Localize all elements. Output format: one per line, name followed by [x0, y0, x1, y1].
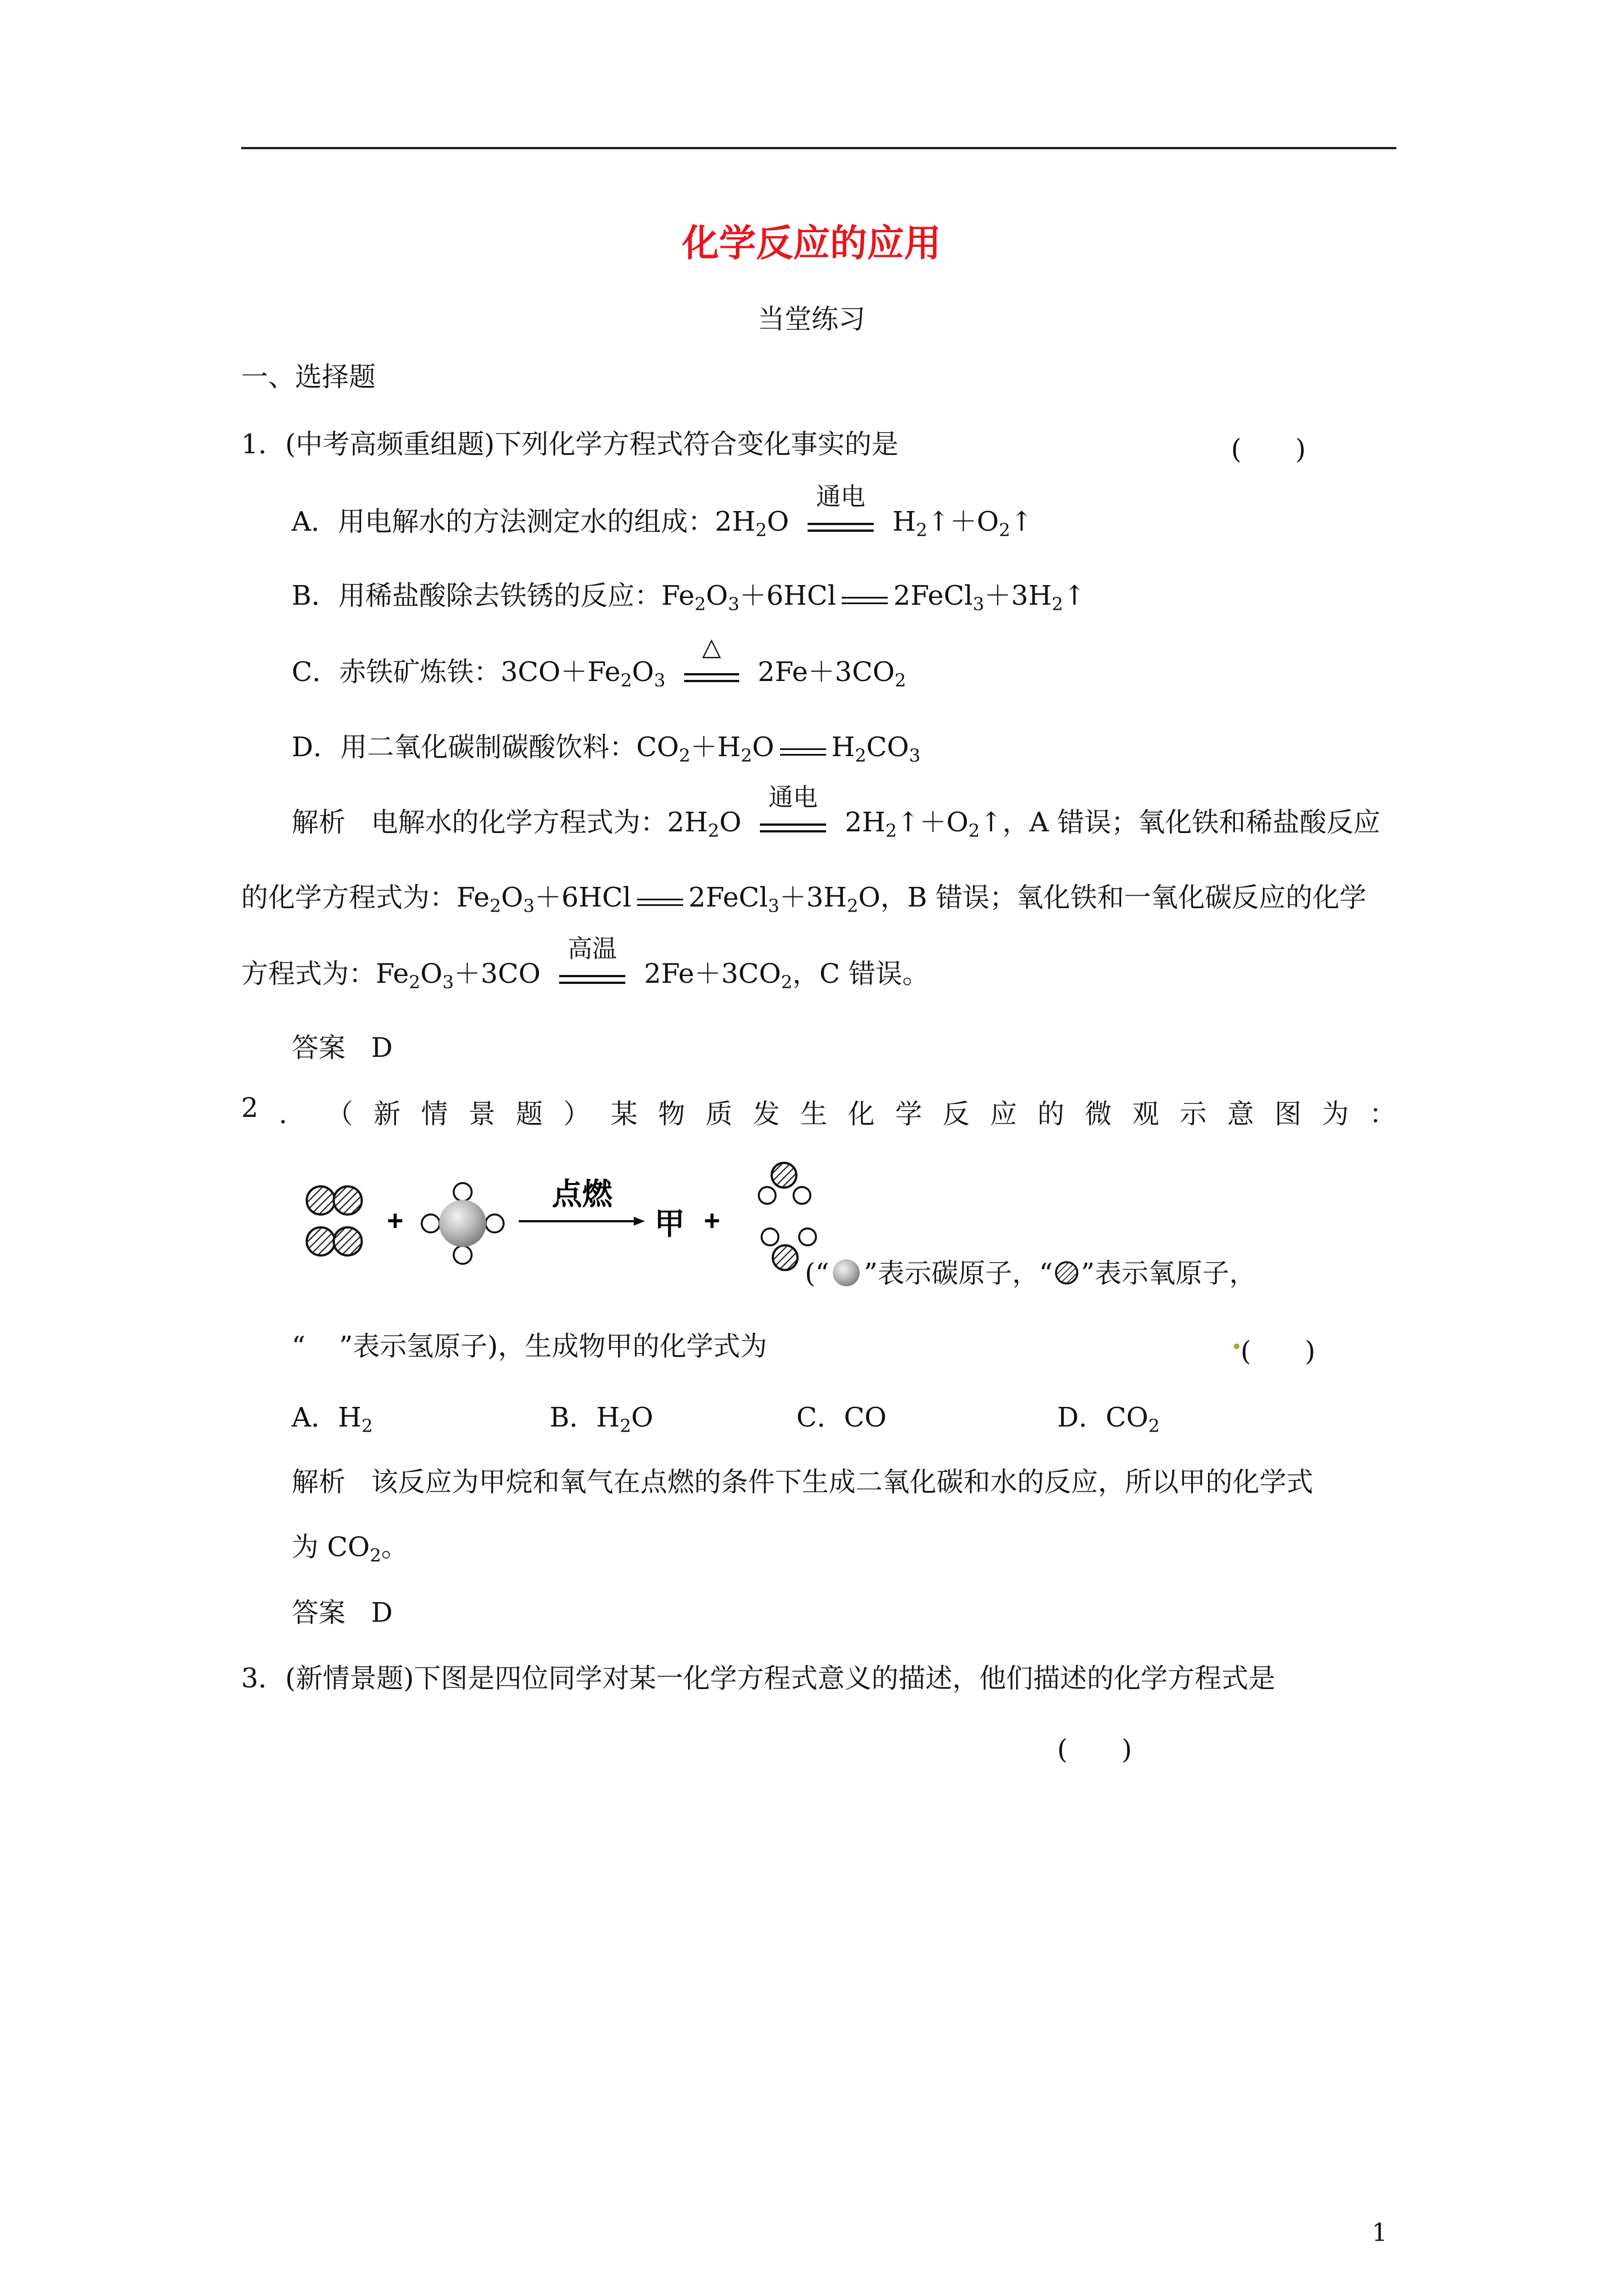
option-sub: 2 — [361, 1415, 373, 1437]
q1-d-text: H — [831, 731, 855, 763]
q2-stem-char: ） — [563, 1098, 591, 1130]
reaction-condition-arrow — [556, 935, 629, 991]
oxygen-molecule — [307, 1186, 362, 1214]
q1-a-text: H — [892, 506, 916, 537]
q1-a-sub: 2 — [916, 519, 928, 541]
analysis-sub: 2 — [847, 895, 859, 917]
q2-stem-char: 观 — [1132, 1098, 1159, 1130]
q1-b-sub: 3 — [728, 593, 740, 615]
analysis-text: 电解水的化学方程式为：2H — [371, 807, 708, 838]
analysis-text: 2Fe＋3CO — [644, 958, 781, 990]
analysis-sub: 2 — [968, 820, 980, 841]
analysis-sub: 2 — [781, 972, 792, 993]
analysis-text: 该反应为甲烷和氧气在点燃的条件下生成二氧化碳和水的反应，所以甲的化学式 — [371, 1466, 1313, 1498]
q1-b-text: B．用稀盐酸除去铁锈的反应：Fe — [292, 580, 695, 611]
q2-stem-char: 发 — [753, 1098, 780, 1130]
oxygen-molecule — [307, 1227, 362, 1255]
q1-analysis-line3 — [241, 935, 929, 993]
analysis-text: ↑，A 错误；氧化铁和稀盐酸反应 — [980, 807, 1381, 838]
q1-a-sub: 2 — [755, 519, 767, 541]
condition-label: △ — [702, 633, 721, 661]
q2-option-b — [550, 1396, 653, 1437]
q1-option-a — [292, 482, 1033, 541]
q1-c-text: O — [631, 656, 654, 688]
q2-stem-char: 物 — [658, 1098, 685, 1130]
q1-a-text: A．用电解水的方法测定水的组成：2H — [292, 506, 756, 537]
answer-value: D — [371, 1597, 393, 1628]
analysis-text: 为 CO — [292, 1531, 370, 1563]
q1-d-sub: 2 — [679, 745, 690, 766]
q1-c-sub: 2 — [620, 670, 632, 691]
q1-b-text: ＋3H — [984, 580, 1052, 611]
q2-stem — [241, 1092, 1396, 1131]
page-subtitle: 当堂练习 — [757, 303, 865, 335]
analysis-label: 解析 — [292, 1466, 346, 1498]
legend-text: ”表示氧原子， — [1081, 1258, 1256, 1289]
q1-b-text: O — [706, 580, 728, 611]
q2-stem-char: 题 — [515, 1098, 543, 1130]
q2-stem-char: ： — [1369, 1098, 1396, 1130]
analysis-text: 。 — [381, 1531, 408, 1563]
q2-stem-char: 情 — [421, 1098, 448, 1130]
water-molecule — [759, 1163, 810, 1204]
q2-stem-char: 某 — [610, 1098, 638, 1130]
analysis-text: ，C 错误。 — [792, 958, 929, 990]
q1-a-text: O — [767, 506, 789, 537]
q1-b-text: 2FeCl — [893, 580, 973, 611]
q2-stem-char: （ — [326, 1098, 353, 1130]
q1-c-sub: 2 — [895, 670, 906, 691]
q2-legend-line2 — [292, 1329, 767, 1363]
q1-d-text: O — [752, 731, 774, 763]
analysis-text: O — [420, 958, 442, 990]
q2-stem-char: 图 — [1274, 1098, 1302, 1130]
q1-d-sub: 2 — [740, 745, 753, 766]
q2-stem-char: 示 — [1179, 1098, 1207, 1130]
q1-b-sub: 2 — [694, 593, 706, 615]
q1-answer — [292, 1031, 393, 1065]
q1-d-text: D．用二氧化碳制碳酸饮料：CO — [292, 731, 679, 763]
analysis-text: ＋6HCl — [534, 882, 631, 913]
q2-stem-char: 意 — [1227, 1098, 1255, 1130]
marker-dot — [1234, 1343, 1239, 1349]
answer-label: 答案 — [292, 1032, 346, 1064]
q1-a-text: ↑ — [1010, 506, 1033, 537]
q1-answer-paren: ( ) — [1231, 434, 1306, 465]
q1-b-sub: 2 — [1052, 593, 1063, 615]
q2-analysis-line2 — [292, 1530, 408, 1564]
q2-stem-char: 为 — [1322, 1098, 1349, 1130]
condition-label: 通电 — [768, 783, 818, 812]
analysis-label: 解析 — [292, 807, 346, 838]
q2-stem-char: 景 — [468, 1098, 496, 1130]
q2-option-d — [1057, 1396, 1160, 1437]
q1-d-sub: 2 — [855, 745, 866, 766]
analysis-text: 方程式为：Fe — [241, 958, 409, 990]
analysis-sub: 3 — [442, 972, 454, 993]
reaction-condition-arrow — [757, 783, 829, 839]
answer-value: D — [371, 1032, 393, 1064]
page-number: 1 — [1372, 2219, 1387, 2247]
analysis-sub: 2 — [409, 972, 421, 993]
oxygen-atom-icon — [1053, 1259, 1081, 1287]
condition-label: 通电 — [816, 482, 866, 511]
q2-option-c — [796, 1396, 887, 1434]
plus-sign: + — [387, 1205, 404, 1236]
analysis-text: 2H — [845, 807, 886, 838]
equals-sign — [778, 730, 828, 764]
analysis-text: ↑＋O — [897, 807, 969, 838]
q3-stem: 3．(新情景题)下图是四位同学对某一化学方程式意义的描述，他们描述的化学方程式是 — [241, 1663, 1275, 1694]
q1-analysis-line1 — [292, 783, 1381, 841]
q2-stem-char: 反 — [942, 1098, 970, 1130]
analysis-sub: 2 — [490, 895, 501, 917]
analysis-text: O — [501, 882, 523, 913]
analysis-text: 的化学方程式为：Fe — [241, 882, 490, 913]
equals-sign — [635, 881, 685, 914]
q1-d-sub: 3 — [909, 745, 921, 766]
q2-stem-char: 新 — [374, 1098, 401, 1130]
analysis-sub: 2 — [708, 820, 720, 841]
q1-d-text: CO — [866, 731, 909, 763]
q2-stem-char: 生 — [800, 1098, 828, 1130]
q1-option-c — [292, 633, 906, 691]
q1-a-text: ↑＋O — [927, 506, 999, 537]
q1-d-text: ＋H — [690, 731, 741, 763]
arrow-condition-label: 点燃 — [552, 1176, 612, 1212]
q1-c-text: 2Fe＋3CO — [758, 656, 895, 688]
reaction-condition-arrow — [681, 633, 743, 689]
q1-c-sub: 3 — [654, 670, 666, 691]
legend-text: ”表示碳原子，“ — [864, 1258, 1053, 1289]
q2-stem-char: 质 — [706, 1098, 733, 1130]
reaction-condition-arrow — [804, 482, 877, 539]
q1-b-sub: 3 — [972, 593, 984, 615]
analysis-sub: 2 — [885, 820, 897, 841]
analysis-text: ＋3CO — [454, 958, 541, 990]
analysis-sub: 3 — [523, 895, 535, 917]
carbon-atom-icon — [829, 1259, 864, 1287]
equals-sign — [840, 579, 890, 613]
option-sub: 2 — [620, 1415, 631, 1437]
answer-label: 答案 — [292, 1597, 346, 1628]
q2-stem-char: 应 — [990, 1098, 1017, 1130]
q3-answer-paren: ( ) — [1057, 1734, 1132, 1765]
q2-stem-char: ． — [279, 1098, 306, 1130]
analysis-text: O — [719, 807, 741, 838]
option-sub: 2 — [1148, 1415, 1160, 1437]
q2-answer — [292, 1596, 393, 1630]
legend-text: “ — [292, 1331, 306, 1362]
q2-stem-char: 化 — [847, 1098, 875, 1130]
q1-a-sub: 2 — [999, 519, 1011, 541]
option-text: B．H — [550, 1402, 620, 1433]
q2-answer-paren: ( ) — [1241, 1336, 1316, 1367]
q2-analysis-line1 — [292, 1465, 1313, 1499]
analysis-text: 2FeCl — [688, 882, 768, 913]
legend-text: ”表示氢原子)，生成物甲的化学式为 — [339, 1331, 767, 1362]
analysis-text: ＋3H — [779, 882, 847, 913]
reaction-diagram — [303, 1158, 864, 1282]
q1-analysis-line2 — [241, 881, 1367, 917]
legend-text: (“ — [805, 1258, 829, 1289]
section-heading: 一、选择题 — [241, 361, 376, 393]
methane-molecule — [422, 1183, 504, 1264]
q1-option-d — [292, 730, 920, 764]
analysis-sub: 2 — [370, 1545, 381, 1566]
q2-stem-char: 的 — [1037, 1098, 1064, 1130]
product-label: 甲 — [654, 1206, 685, 1241]
q2-stem-char: 微 — [1085, 1098, 1112, 1130]
reaction-arrow — [519, 1217, 645, 1226]
plus-sign: + — [704, 1205, 721, 1236]
header-rule — [241, 147, 1396, 149]
q2-option-a — [292, 1396, 373, 1437]
q1-number: 1． — [241, 429, 285, 460]
q1-stem — [241, 427, 898, 461]
q1-c-text: C．赤铁矿炼铁：3CO＋Fe — [292, 656, 621, 688]
option-text: O — [631, 1402, 653, 1433]
q2-stem-char: 学 — [895, 1098, 923, 1130]
q1-b-text: ↑ — [1063, 580, 1086, 611]
q1-b-text: ＋6HCl — [739, 580, 836, 611]
analysis-sub: 3 — [768, 895, 780, 917]
condition-label: 高温 — [568, 935, 617, 963]
option-text: D．CO — [1057, 1402, 1149, 1433]
q1-option-b — [292, 579, 1086, 613]
page-title: 化学反应的应用 — [682, 221, 941, 265]
q2-stem-char: 2 — [241, 1092, 259, 1124]
q1-stem-text: (中考高频重组题)下列化学方程式符合变化事实的是 — [285, 429, 899, 460]
option-text: C．CO — [796, 1402, 887, 1433]
analysis-text: O，B 错误；氧化铁和一氧化碳反应的化学 — [858, 882, 1367, 913]
option-text: A．H — [292, 1402, 362, 1433]
q2-legend-line1 — [805, 1257, 1256, 1290]
